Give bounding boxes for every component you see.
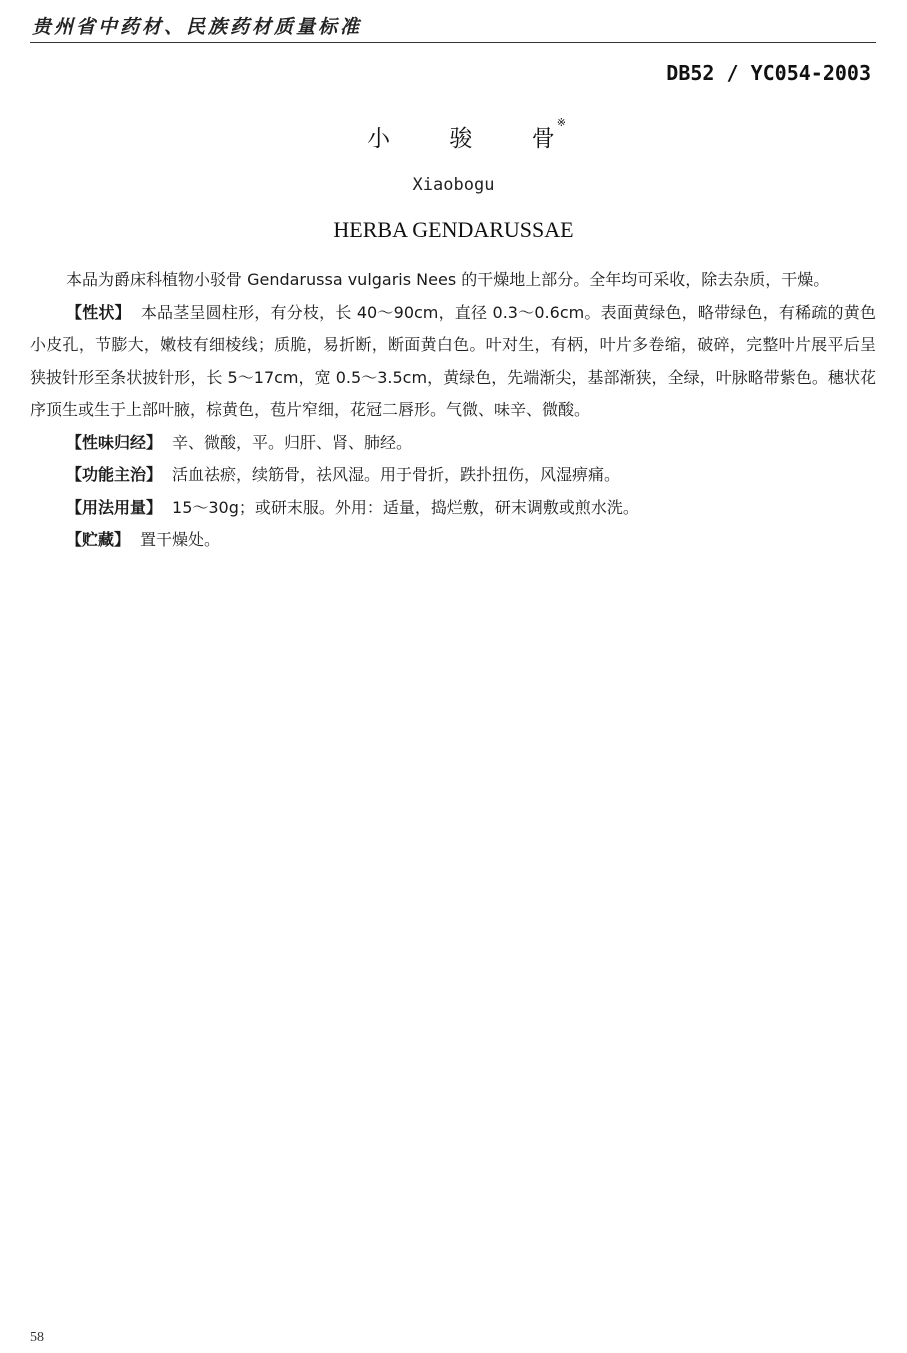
section-text: 本品茎呈圆柱形，有分枝，长 40～90cm，直径 0.3～0.6cm。表面黄绿色，略带绿色，有稀疏的黄色小皮孔，节膨大，嫩枝有细棱线；质脆，易折断，断面黄白色。叶对生，有柄，叶片多卷缩，破碎，完整叶片展平后呈狭披针形至条状披针形，长 5～17cm，宽 0.5～3.5cm，黄绿色，先端渐尖，基部渐狭，全绿，叶脉略带紫色。穗状花序顶生或生于上部叶腋，棕黄色，苞片窄细，花冠二唇形。气微、味辛、微酸。 <box>30 302 876 419</box>
section-label: 【贮藏】 <box>66 530 131 549</box>
standard-code: DB52 / YC054-2003 <box>666 61 871 85</box>
book-title: 贵州省中药材、民族药材质量标准 <box>32 16 363 38</box>
herb-name-chinese: 小 骏 骨 <box>367 126 581 152</box>
section-label: 【性状】 <box>66 302 131 322</box>
reference-mark: ※ <box>556 116 566 129</box>
herb-name-latin: HERBA GENDARUSSAE <box>333 217 574 242</box>
section-label: 【功能主治】 <box>66 465 163 484</box>
section-functions-indications <box>30 459 876 492</box>
section-label: 【用法用量】 <box>66 497 163 517</box>
section-description <box>30 297 876 427</box>
section-text: 置干燥处。 <box>140 530 221 549</box>
section-text: 活血祛瘀，续筋骨，祛风湿。用于骨折，跌扑扭伤，风湿痹痛。 <box>172 465 621 484</box>
section-storage <box>30 524 876 557</box>
section-text: 辛、微酸，平。归肝、肾、肺经。 <box>172 432 413 452</box>
section-label: 【性味归经】 <box>66 432 163 452</box>
monograph-body <box>30 264 876 557</box>
section-usage-dosage <box>30 492 876 525</box>
herb-name-pinyin: Xiaobogu <box>412 175 495 195</box>
intro-paragraph: 本品为爵床科植物小驳骨 Gendarussa vulgaris Nees 的干燥地上部分。全年均可采收，除去杂质，干燥。 <box>66 270 830 289</box>
page-number: 58 <box>30 1330 44 1345</box>
monograph-title <box>0 116 907 153</box>
section-nature-meridian <box>30 427 876 460</box>
section-text: 15～30g；或研末服。外用：适量，捣烂敷，研末调敷或煎水洗。 <box>172 497 639 517</box>
header-divider <box>30 42 876 43</box>
